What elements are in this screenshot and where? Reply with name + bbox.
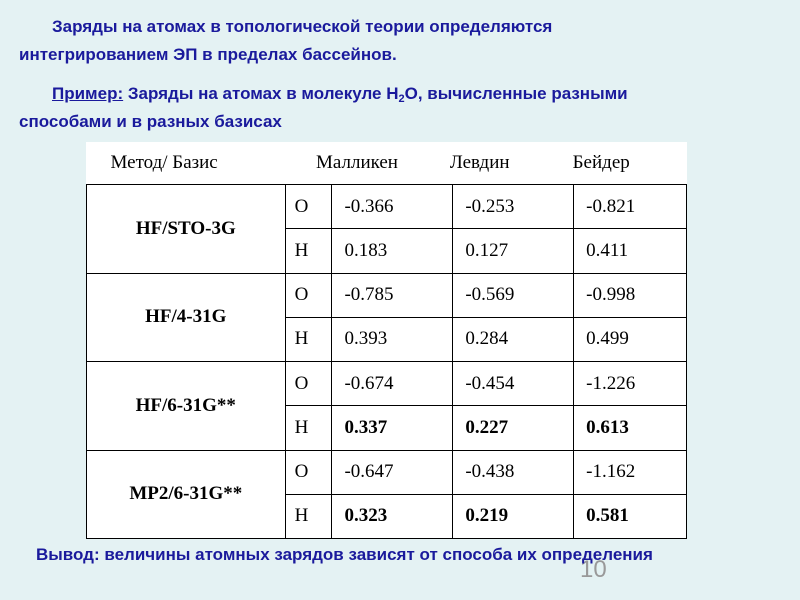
method-cell: HF/4-31G	[87, 273, 286, 362]
value-cell: -0.785	[332, 273, 453, 317]
table-header-row	[87, 142, 687, 185]
value-cell: -0.998	[574, 273, 687, 317]
example-label: Пример:	[52, 84, 124, 103]
value-cell: 0.613	[574, 406, 687, 450]
value-cell: 0.499	[574, 317, 687, 361]
value-cell: 0.323	[332, 494, 453, 538]
value-cell: 0.127	[453, 229, 574, 273]
intro-line-2: интегрированием ЭП в пределах бассейнов.	[19, 45, 397, 64]
example-text-2: O, вычисленные разными	[404, 84, 628, 103]
value-cell: -0.647	[332, 450, 453, 494]
value-cell: -0.438	[453, 450, 574, 494]
page-number: 10	[580, 556, 607, 583]
charges-table-container	[86, 142, 687, 539]
value-cell: 0.219	[453, 494, 574, 538]
value-cell: 0.337	[332, 406, 453, 450]
atom-cell: H	[285, 494, 332, 538]
example-line-1	[52, 84, 628, 104]
table-row	[87, 185, 687, 229]
header-method-basis: Метод/ Базис	[87, 142, 332, 185]
charges-table	[86, 142, 687, 539]
method-cell: HF/STO-3G	[87, 185, 286, 274]
header-mulliken: Малликен	[316, 142, 437, 185]
value-cell: -0.674	[332, 362, 453, 406]
value-cell: -0.454	[453, 362, 574, 406]
table-row	[87, 362, 687, 406]
table-row	[87, 273, 687, 317]
atom-cell: O	[285, 185, 332, 229]
atom-cell: H	[285, 406, 332, 450]
subscript-2: 2	[398, 93, 405, 105]
atom-cell: O	[285, 450, 332, 494]
atom-cell: O	[285, 273, 332, 317]
value-cell: -1.162	[574, 450, 687, 494]
value-cell: 0.411	[574, 229, 687, 273]
example-text-1: Заряды на атомах в молекуле H	[123, 84, 399, 103]
value-cell: 0.393	[332, 317, 453, 361]
value-cell: 0.284	[453, 317, 574, 361]
value-cell: 0.227	[453, 406, 574, 450]
header-bader: Бейдер	[573, 142, 686, 185]
value-cell: 0.183	[332, 229, 453, 273]
method-cell: HF/6-31G**	[87, 362, 286, 451]
header-lowdin: Левдин	[450, 142, 571, 185]
example-line-2: способами и в разных базисах	[19, 112, 282, 131]
value-cell: 0.581	[574, 494, 687, 538]
value-cell: -0.366	[332, 185, 453, 229]
conclusion-text: Вывод: величины атомных зарядов зависят от способа их определения	[36, 545, 653, 564]
value-cell: -1.226	[574, 362, 687, 406]
atom-cell: H	[285, 229, 332, 273]
table-row	[87, 450, 687, 494]
value-cell: -0.253	[453, 185, 574, 229]
value-cell: -0.821	[574, 185, 687, 229]
intro-line-1: Заряды на атомах в топологической теории определяются	[52, 17, 553, 36]
method-cell: MP2/6-31G**	[87, 450, 286, 539]
atom-cell: H	[285, 317, 332, 361]
atom-cell: O	[285, 362, 332, 406]
value-cell: -0.569	[453, 273, 574, 317]
